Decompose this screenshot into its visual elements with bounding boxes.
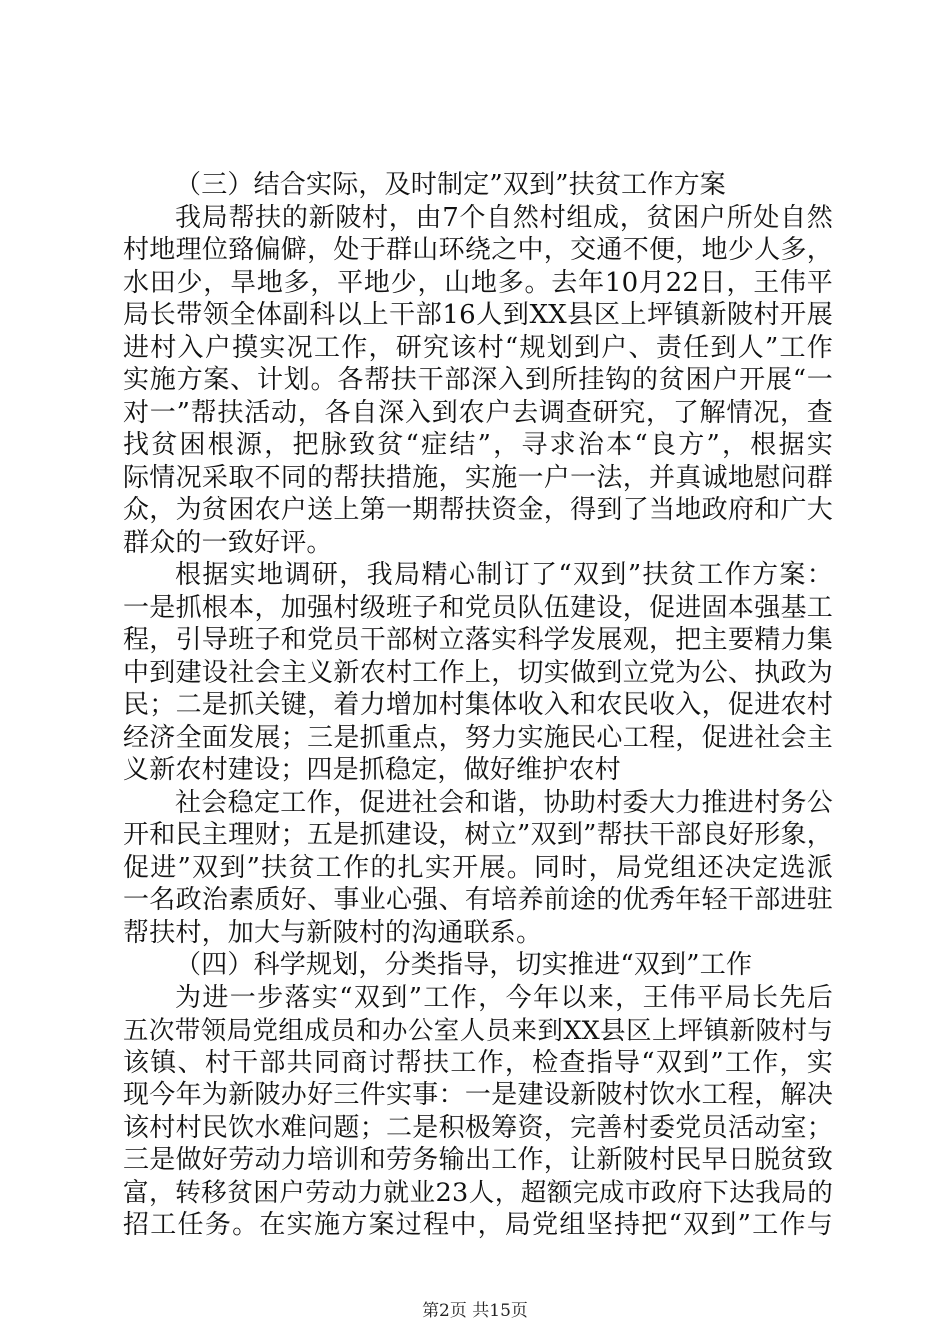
paragraph-line: 实施方案、计划。各帮扶干部深入到所挂钩的贫困户开展“一 [123, 365, 833, 395]
paragraph-line: 进村入户摸实况工作，研究该村“规划到户、责任到人”工作 [123, 332, 833, 363]
paragraph-line: 一是抓根本，加强村级班子和党员队伍建设，促进固本强基工 [123, 592, 833, 623]
paragraph-line: 招工任务。在实施方案过程中，局党组坚持把“双到”工作与 [123, 1210, 833, 1240]
section-heading: （三）结合实际，及时制定”双到”扶贫工作方案 [175, 170, 726, 200]
paragraph-line: 村地理位臵偏僻，处于群山环绕之中，交通不便，地少人多， [123, 235, 833, 265]
document-body [123, 169, 833, 1242]
paragraph-line: 促进”双到”扶贫工作的扎实开展。同时，局党组还决定选派 [123, 852, 833, 883]
paragraph-line: 开和民主理财；五是抓建设，树立”双到”帮扶干部良好形象， [123, 820, 833, 850]
paragraph-line: 三是做好劳动力培训和劳务输出工作，让新陂村民早日脱贫致 [123, 1145, 833, 1175]
paragraph-line: 社会稳定工作，促进社会和谐，协助村委大力推进村务公 [175, 787, 833, 818]
paragraph-line: 义新农村建设；四是抓稳定，做好维护农村 [123, 755, 621, 785]
paragraph-line: 我局帮扶的新陂村，由7个自然村组成，贫困户所处自然 [175, 202, 833, 233]
paragraph-line: 为进一步落实“双到”工作，今年以来，王伟平局长先后 [175, 982, 833, 1013]
paragraph-line: 民；二是抓关键，着力增加村集体收入和农民收入，促进农村 [123, 690, 833, 720]
paragraph-line: 一名政治素质好、事业心强、有培养前途的优秀年轻干部进驻 [123, 885, 833, 915]
paragraph-line: 局长带领全体副科以上干部16人到XX县区上坪镇新陂村开展 [123, 300, 833, 330]
paragraph-line: 该村村民饮水难问题；二是积极筹资，完善村委党员活动室； [123, 1112, 833, 1143]
paragraph-line: 该镇、村干部共同商讨帮扶工作，检查指导“双到”工作，实 [123, 1047, 833, 1078]
paragraph-line: 找贫困根源，把脉致贫“症结”，寻求治本“良方”，根据实 [123, 430, 833, 460]
paragraph-line: 水田少，旱地多，平地少，山地多。去年10月22日，王伟平 [123, 267, 833, 298]
section-heading: （四）科学规划，分类指导，切实推进“双到”工作 [175, 950, 753, 980]
paragraph-line: 际情况采取不同的帮扶措施，实施一户一法，并真诚地慰问群 [123, 462, 833, 493]
paragraph-line: 中到建设社会主义新农村工作上，切实做到立党为公、执政为 [123, 657, 833, 688]
paragraph-line: 现今年为新陂办好三件实事：一是建设新陂村饮水工程，解决 [123, 1080, 833, 1110]
paragraph-line: 程，引导班子和党员干部树立落实科学发展观，把主要精力集 [123, 625, 833, 655]
paragraph-line: 群众的一致好评。 [123, 527, 333, 558]
paragraph-line: 对一”帮扶活动，各自深入到农户去调查研究，了解情况，查 [123, 397, 833, 428]
page-number: 第2页 共15页 [422, 1301, 528, 1321]
paragraph-line: 经济全面发展；三是抓重点，努力实施民心工程，促进社会主 [123, 722, 833, 753]
paragraph-line: 五次带领局党组成员和办公室人员来到XX县区上坪镇新陂村与 [123, 1015, 833, 1045]
paragraph-line: 帮扶村，加大与新陂村的沟通联系。 [123, 917, 543, 948]
paragraph-line: 根据实地调研，我局精心制订了“双到”扶贫工作方案： [175, 560, 833, 590]
paragraph-line: 众，为贫困农户送上第一期帮扶资金，得到了当地政府和广大 [123, 495, 833, 525]
paragraph-line: 富，转移贫困户劳动力就业23人，超额完成市政府下达我局的 [123, 1177, 833, 1208]
